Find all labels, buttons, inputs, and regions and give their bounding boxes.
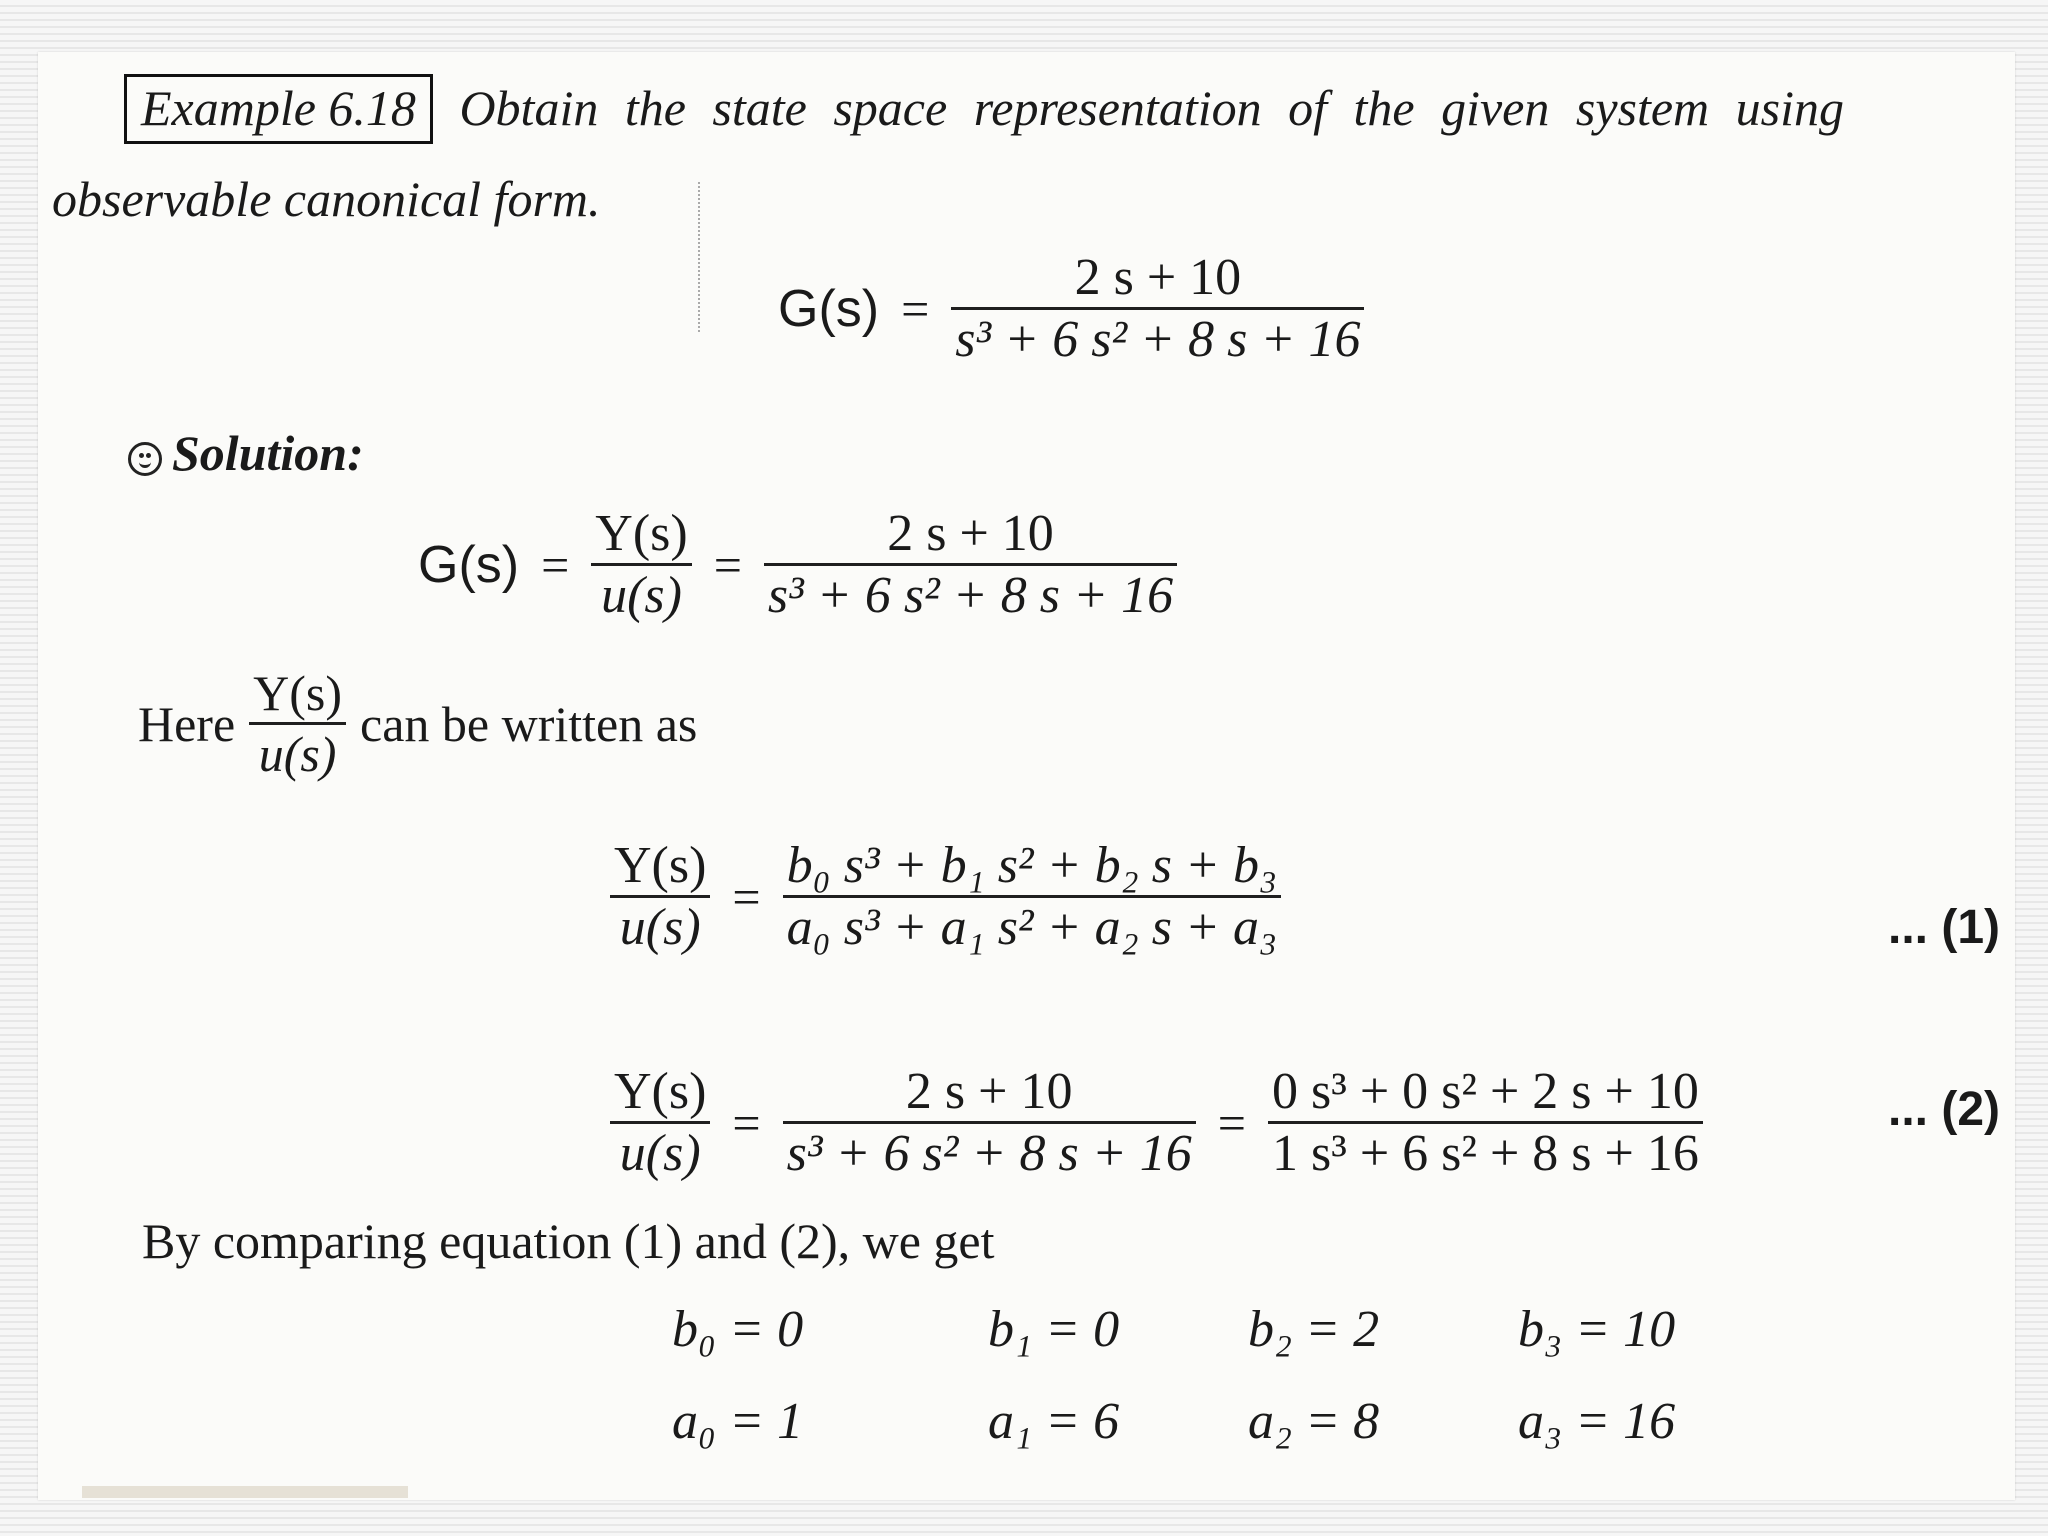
coef-b2: b₂ = 2	[1248, 1301, 1380, 1358]
coef-a1: a₁ = 6	[988, 1393, 1120, 1450]
example-statement-line2: observable canonical form.	[52, 171, 601, 227]
eq1-lhs-fraction	[610, 836, 710, 957]
eq2-expanded-denominator: 1 s³ + 6 s² + 8 s + 16	[1272, 1125, 1699, 1182]
ratio-lhs: G(s)	[418, 535, 520, 594]
equation-number-1: ... (1)	[1888, 901, 2001, 954]
coef-a3: a₃ = 16	[1518, 1393, 1676, 1450]
ratio-fraction	[591, 504, 691, 625]
poly-numerator: 2 s + 10	[887, 505, 1054, 562]
here-denominator: u(s)	[258, 726, 337, 782]
eq2-expanded-fraction	[1268, 1062, 1703, 1183]
equals-sign: =	[713, 536, 742, 593]
scan-strip	[82, 1486, 408, 1498]
example-heading	[124, 74, 1844, 144]
equals-sign: =	[732, 868, 761, 925]
eq2-lhs-numerator: Y(s)	[614, 1063, 707, 1120]
given-lhs: G(s)	[778, 279, 880, 338]
equation-1	[610, 836, 1281, 957]
equation-number-2: ... (2)	[1888, 1083, 2001, 1136]
polynomial-fraction	[764, 504, 1177, 625]
eq2-fraction	[783, 1062, 1196, 1183]
poly-denominator: s³ + 6 s² + 8 s + 16	[767, 567, 1174, 624]
given-equals: =	[901, 280, 930, 337]
ratio-numerator: Y(s)	[595, 505, 688, 562]
eq1-lhs-denominator: u(s)	[619, 899, 701, 956]
given-fraction	[951, 248, 1364, 369]
ratio-denominator: u(s)	[601, 567, 682, 624]
coef-b0: b₀ = 0	[672, 1301, 804, 1358]
solution-heading	[128, 424, 364, 482]
coef-a2: a₂ = 8	[1248, 1393, 1380, 1450]
coef-a0: a₀ = 1	[672, 1393, 804, 1450]
eq1-denominator: a₀ s³ + a₁ s² + a₂ s + a₃	[786, 899, 1278, 956]
equals-sign: =	[1217, 1094, 1246, 1151]
scan-mark	[698, 182, 703, 332]
textbook-page	[38, 52, 2015, 1500]
eq2-lhs-fraction	[610, 1062, 710, 1183]
here-line	[138, 664, 697, 783]
example-label: Example 6.18	[124, 74, 433, 144]
eq2-numerator: 2 s + 10	[905, 1063, 1073, 1120]
coef-b1: b₁ = 0	[988, 1301, 1120, 1358]
equals-sign: =	[732, 1094, 761, 1151]
here-fraction	[249, 664, 346, 783]
comparing-text: By comparing equation (1) and (2), we get	[142, 1213, 995, 1269]
equals-sign: =	[541, 536, 570, 593]
transfer-function-ratio	[418, 504, 1177, 625]
given-numerator: 2 s + 10	[1074, 249, 1242, 306]
equation-2	[610, 1062, 1703, 1183]
example-statement-line1: Obtain the state space representation of the given system using	[459, 80, 1845, 136]
eq2-lhs-denominator: u(s)	[619, 1125, 701, 1182]
eq2-expanded-numerator: 0 s³ + 0 s² + 2 s + 10	[1272, 1063, 1699, 1120]
smiley-icon	[128, 442, 162, 476]
given-denominator: s³ + 6 s² + 8 s + 16	[955, 311, 1361, 368]
eq2-denominator: s³ + 6 s² + 8 s + 16	[786, 1125, 1192, 1182]
given-transfer-function	[778, 248, 1364, 369]
here-numerator: Y(s)	[253, 665, 343, 721]
here-word: Here	[138, 695, 236, 752]
solution-label: Solution:	[172, 425, 364, 481]
eq1-numerator: b₀ s³ + b₁ s² + b₂ s + b₃	[786, 837, 1278, 894]
eq1-lhs-numerator: Y(s)	[614, 837, 707, 894]
here-rest: can be written as	[360, 695, 698, 752]
coef-b3: b₃ = 10	[1518, 1301, 1676, 1358]
eq1-general-fraction	[783, 836, 1281, 957]
